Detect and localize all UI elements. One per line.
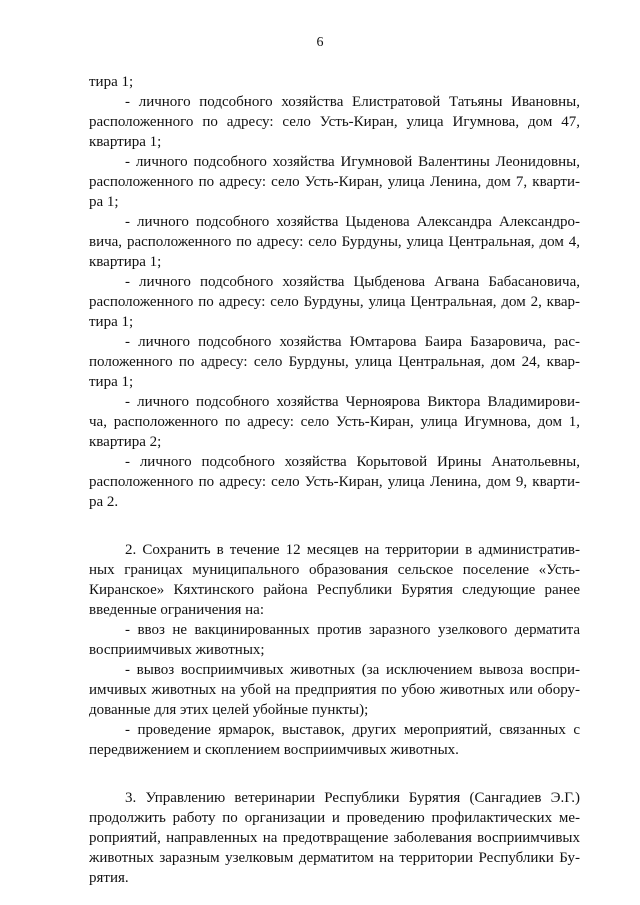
paragraph-1 (89, 72, 580, 512)
text-line: тира 1; (89, 314, 134, 330)
text-line: ра 1; (89, 194, 119, 210)
text-line: 2. Сохранить в течение 12 месяцев на территории в административ- (125, 542, 580, 558)
text-line: - личного подсобного хозяйства Цыденова Александра Александро- (125, 214, 580, 230)
text-line: - личного подсобного хозяйства Корытовой Ирины Анатольевны, (125, 454, 580, 470)
paragraph-3 (89, 788, 580, 888)
text-line: ра 2. (89, 494, 119, 510)
text-line: ных границах муниципального образования сельское поселение «Усть- (89, 562, 580, 578)
text-line: ча, расположенного по адресу: село Усть-Киран, улица Игумнова, дом 1, (89, 414, 580, 430)
text-line: расположенного по адресу: село Бурдуны, улица Центральная, дом 2, квар- (89, 294, 580, 310)
text-line: 3. Управлению ветеринарии Республики Бурятия (Сангадиев Э.Г.) (125, 790, 580, 806)
text-line: - ввоз не вакцинированных против заразного узелкового дерматита (125, 622, 580, 638)
text-line: - личного подсобного хозяйства Игумновой Валентины Леонидовны, (125, 154, 580, 170)
text-line: расположенного по адресу: село Усть-Киран, улица Ленина, дом 7, кварти- (89, 174, 580, 190)
paragraph-gap (89, 512, 580, 540)
text-line: квартира 2; (89, 434, 162, 450)
text-line: расположенного по адресу: село Усть-Киран, улица Ленина, дом 9, кварти- (89, 474, 580, 490)
text-line: квартира 1; (89, 134, 162, 150)
text-line: - личного подсобного хозяйства Черноярова Виктора Владимирови- (125, 394, 580, 410)
text-line: имчивых животных на убой на предприятия по убою животных или обору- (89, 682, 580, 698)
text-line: восприимчивых животных; (89, 642, 265, 658)
text-line: введенные ограничения на: (89, 602, 264, 618)
page-number: 6 (316, 35, 324, 50)
text-line: - проведение ярмарок, выставок, других мероприятий, связанных с (125, 722, 580, 738)
text-line: дованные для этих целей убойные пункты); (89, 702, 369, 718)
text-line: - личного подсобного хозяйства Юмтарова Баира Базаровича, рас- (125, 334, 580, 350)
text-line: расположенного по адресу: село Усть-Киран, улица Игумнова, дом 47, (89, 114, 580, 130)
text-line: тира 1; (89, 74, 134, 90)
text-line: квартира 1; (89, 254, 162, 270)
document-body (89, 72, 580, 888)
text-line: Киранское» Кяхтинского района Республики Бурятия следующие ранее (89, 582, 580, 598)
text-line: вича, расположенного по адресу: село Бурдуны, улица Центральная, дом 4, (89, 234, 580, 250)
text-line: положенного по адресу: село Бурдуны, улица Центральная, дом 24, квар- (89, 354, 580, 370)
text-line: рятия. (89, 870, 129, 886)
text-line: животных заразным узелковым дерматитом на территории Республики Бу- (89, 850, 580, 866)
text-line: - личного подсобного хозяйства Елистратовой Татьяны Ивановны, (125, 94, 580, 110)
text-line: продолжить работу по организации и проведению профилактических ме- (89, 810, 580, 826)
paragraph-2 (89, 540, 580, 760)
text-line: - личного подсобного хозяйства Цыбденова Агвана Бабасановича, (125, 274, 580, 290)
text-line: - вывоз восприимчивых животных (за исключением вывоза воспри- (125, 662, 580, 678)
paragraph-gap (89, 760, 580, 788)
text-line: тира 1; (89, 374, 134, 390)
text-line: передвижением и скоплением восприимчивых животных. (89, 742, 459, 758)
text-line: роприятий, направленных на предотвращение заболевания восприимчивых (89, 830, 580, 846)
